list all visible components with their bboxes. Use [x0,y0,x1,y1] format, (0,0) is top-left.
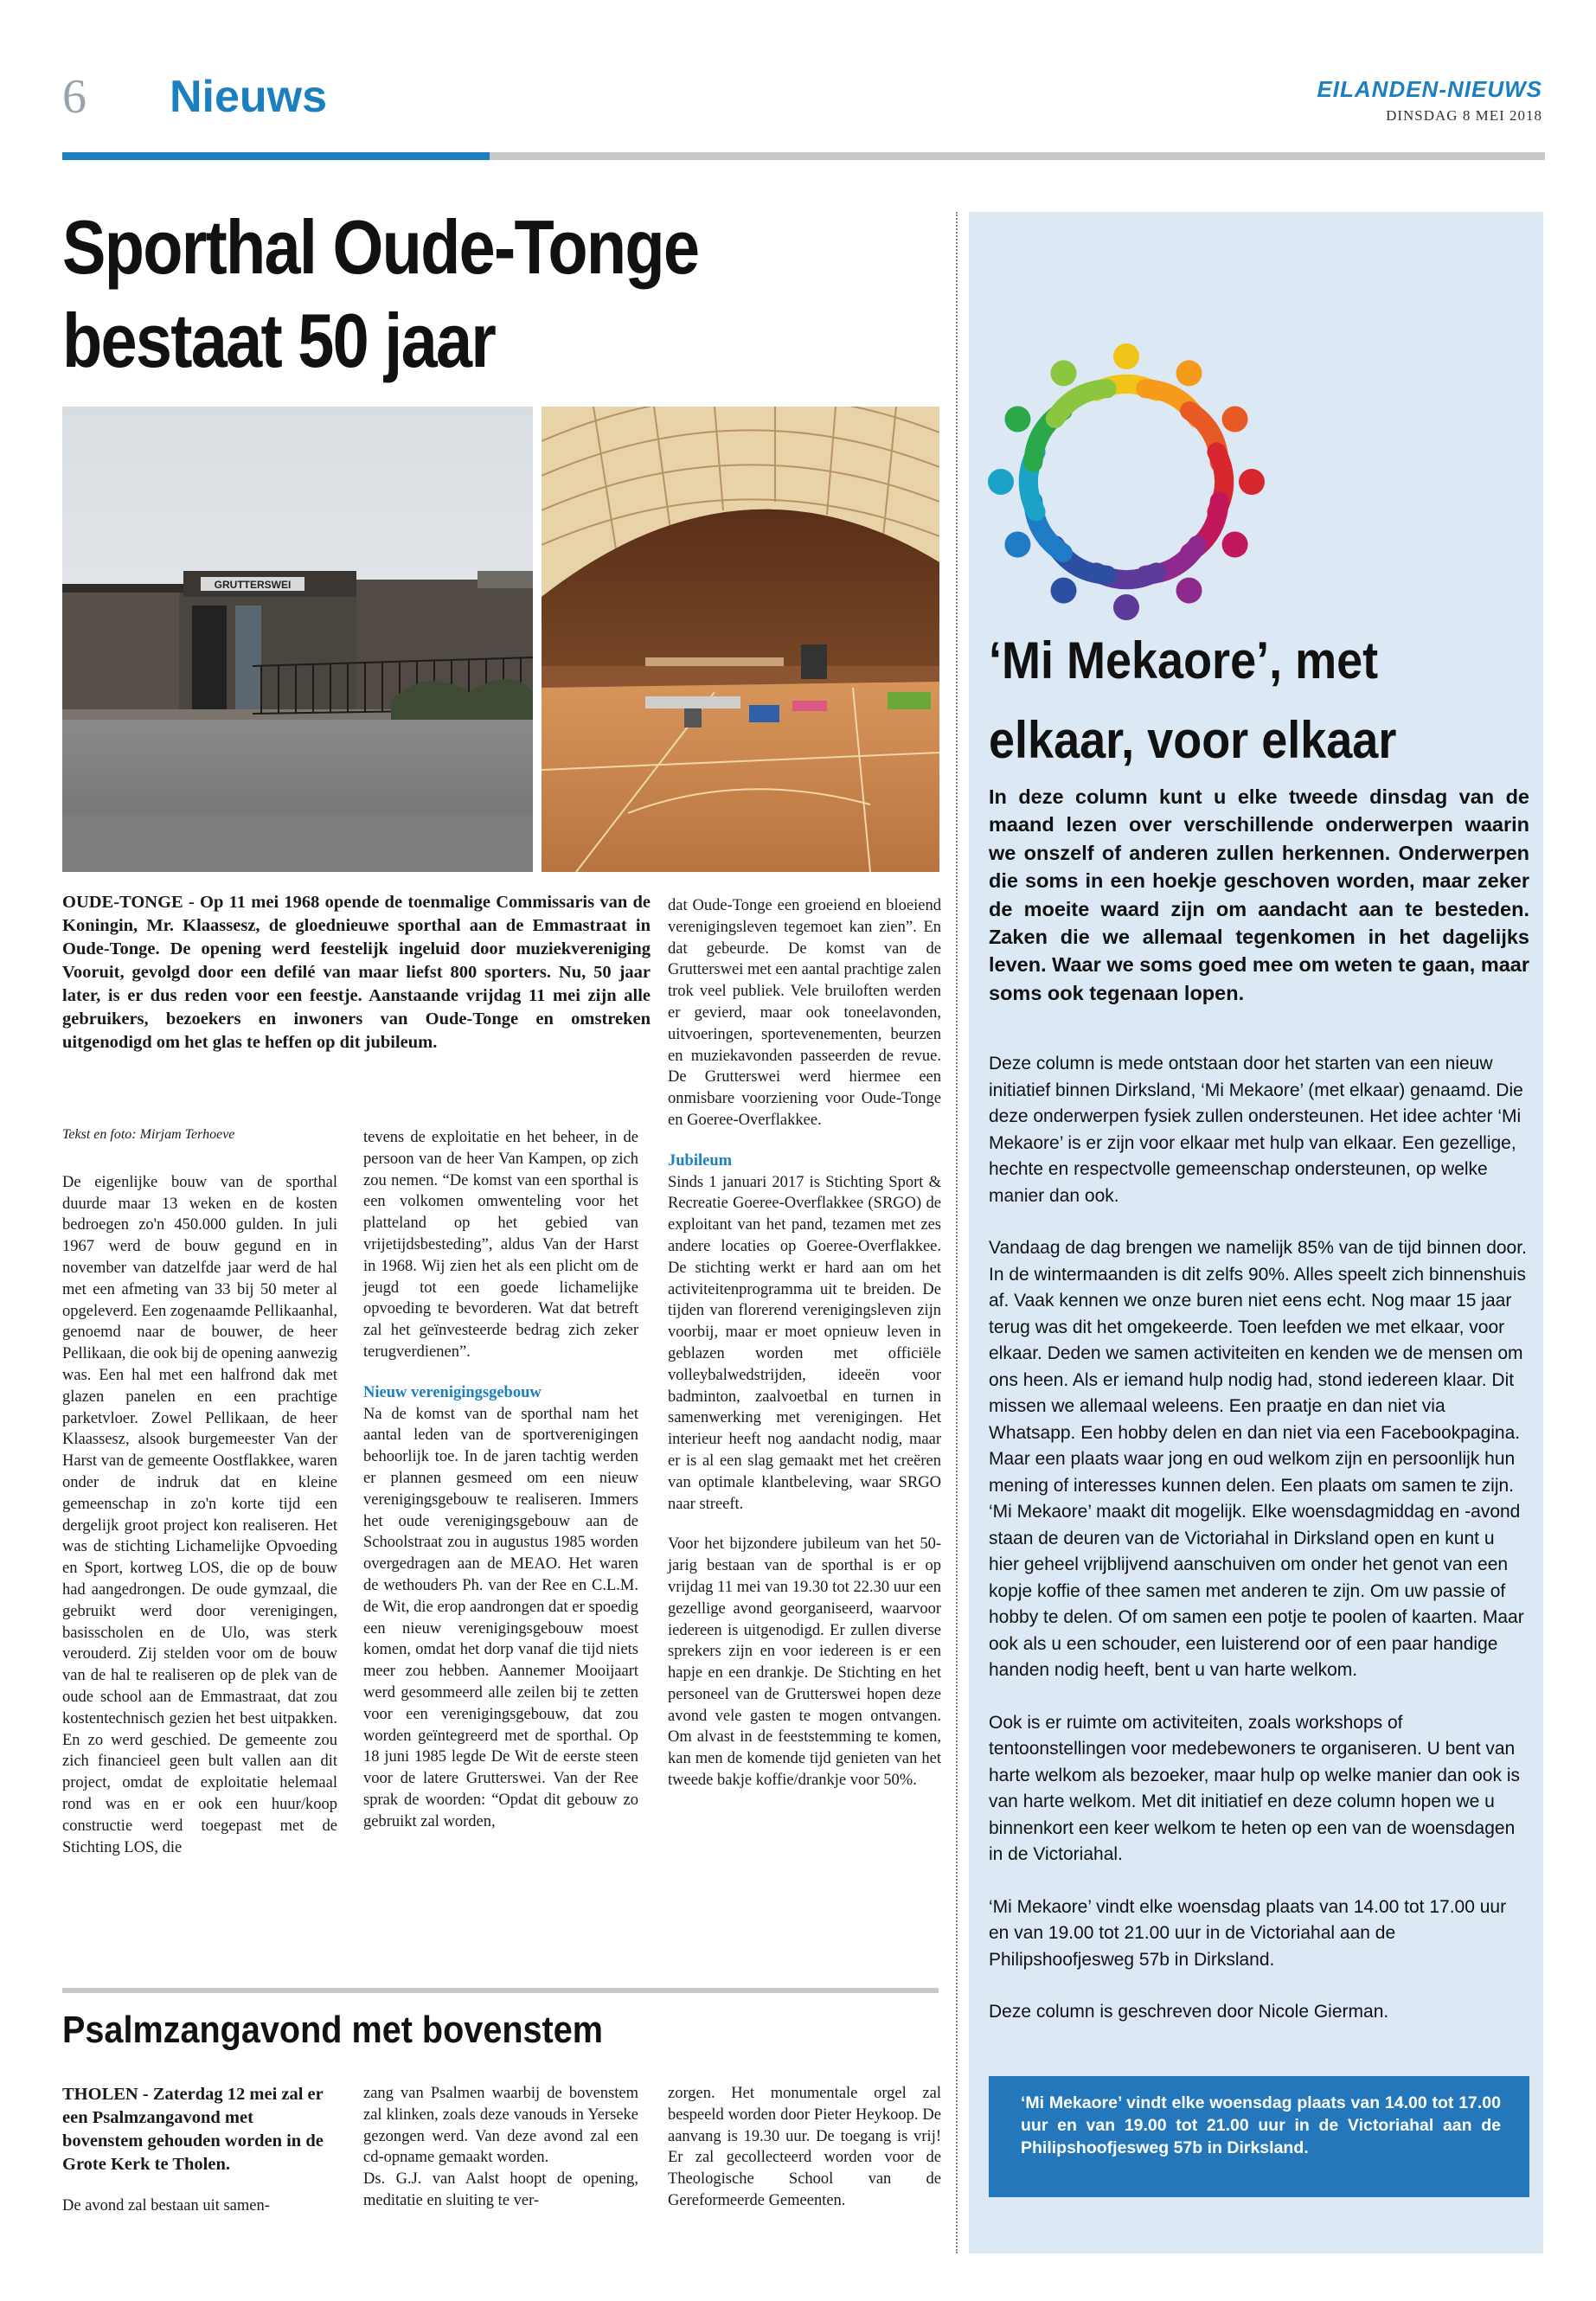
article-headline [62,201,821,388]
sidebar-paragraph-2: Vandaag de dag brengen we namelijk 85% van de tijd binnen door. In de wintermaanden is dit zelfs 90%. Alles speelt zich binnenshuis af. Vaak kennen we onze buren niet eens echt. Nog maar 15 jaar terug was dit het omgekeerde. Toen leefden we met elkaar, voor elkaar. Deden we samen activiteiten en kenden we de mensen om ons heen. Als er iemand hulp nodig had, stond iedereen klaar. Dit missen we allemaal weleens. Een praatje en dan niet via Whatsapp. Een hobby delen en dan niet via een Facebookpagina. Maar een plaats waar jong en oud welkom zijn en persoonlijk hun mening of interesses kunnen delen. Een plaats om samen te zijn. ‘Mi Mekaore’ maakt dit mogelijk. Elke woensdagmiddag en -avond staan de deuren van de Victoriahal in Dirksland open en kunt u hier geheel vrijblijvend aanschuiven om onder het genot van een kopje koffie of thee samen met anderen te zijn. Om uw passie of hobby te delen. Of om samen een potje te poolen of kaarten. Maar ook als u een schouder, een luisterend oor of een paar handige handen nodig heeft, bent u van harte welkom. [989,1238,1527,1680]
article-column-3 [668,895,941,1791]
sidebar-paragraph-1: Deze column is mede ontstaan door het starten van een nieuw initiatief binnen Dirksland, ‘Mi Mekaore’ (met elkaar) genaamd. Die deze onderwerpen fysiek zullen ondersteunen. Het idee achter ‘Mi Mekaore’ is er zijn voor elkaar met hulp van elkaar. Een gezellige, hechte en respectvolle gemeenschap ondersteunen, op welke manier dan ook. [989,1054,1523,1206]
section-title: Nieuws [170,72,328,122]
building-exterior-image [62,407,533,872]
article-2-col3-text: zorgen. Het monumentale orgel zal bespeeld worden door Pieter Heykoop. De aanvang is 19.30 uur. De toegang is vrij! Er zal gecollecteerd worden voor de Theologische School van de Gereformeerde Gemeenten. [668,2085,941,2209]
column-1-text: De eigenlijke bouw van de sporthal duurde maar 13 weken en de kosten bedroegen zo'n 450.000 gulden. In juli 1967 werd de bouw gegund en in november van datzelfde jaar werd de hal met een afmeting van 33 bij 50 meter al opgeleverd. Een zogenaamde Pellikaanhal, genoemd naar de bouwer, de heer Pellikaan, die ook bij de opening aanwezig was. Een hal met een halfrond dak met glazen panelen en een prachtige parketvloer. Zowel Pellikaan, de heer Klaassesz, alsook burgemeester Van der Harst van de gemeente Oostflakkee, waren onder de indruk dat en kleine gemeenschap in zo'n korte tijd een dergelijk groot project kon realiseren. Het was de stichting Lichamelijke Opvoeding en Sport, kortweg LOS, die op de bouw had aangedrongen. De oude gymzaal, die gebruikt werd door verenigingen, basisscholen en de Ulo, was sterk verouderd. Zij stelden voor om de bouw van de hal te realiseren op de plek van de oude school aan de Emmastraat, dat zou kostentechnisch gezien het best uitpakken. En zo werd geschied. De gemeente zou zich financieel geen bult vallen aan dit project, omdat de exploitatie helemaal rond was en er ook een huur/koop constructie werd toegepast met de Stichting LOS, die [62,1173,338,1856]
header-rule [490,152,1545,160]
article-2-col1-text: De avond zal bestaan uit samen- [62,2197,270,2214]
article-2-col2-text-2: Ds. G.J. van Aalst hoopt de opening, meditatie en sluiting te ver- [363,2170,638,2209]
sidebar-info-box-text: ‘Mi Mekaore’ vindt elke woensdag plaats van 14.00 tot 17.00 uur en van 19.00 tot 21.00 uur in de Victoriahal aan de Philipshoofjesweg 57b in Dirksland. [1021,2093,1501,2157]
column-2-text-2: Na de komst van de sporthal nam het aantal leden van de sportverenigingen behoorlijk toe. In de jaren tachtig werden er plannen gesmeed om een nieuw verenigingsgebouw te realiseren. Immers het oude verenigingsgebouw aan de Schoolstraat zou in augustus 1985 worden overgedragen aan de MEAO. Het waren de wethouders Ph. van der Ree en C.L.M. de Wit, die erop aandrongen dat er spoedig een nieuw verenigingsgebouw moest komen, omdat het dorp vanaf die tijd niets meer zou hebben. Aannemer Mooijaart werd gesommeerd alle zeilen bij te zetten voor een verenigingsgebouw, dat zou worden geïntegreerd met de sporthal. Op 18 juni 1985 legde De Wit de eerste steen voor de latere Grutterswei. Van der Ree sprak de woorden: “Opdat dit gebouw zo gebruikt zal worden, [363,1405,638,1830]
article-lead: OUDE-TONGE - Op 11 mei 1968 opende de toenmalige Commissaris van de Koningin, Mr. Klaassesz, de gloednieuwe sporthal aan de Emmastraat in Oude-Tonge. De opening werd feestelijk ingeluid door muziekvereniging Vooruit, gevolgd door een defilé van maar liefst 800 sporters. Nu, 50 jaar later, is er dus reden voor een feestje. Aanstaande vrijdag 11 mei zijn alle gebruikers, bezoekers en inwoners van Oude-Tonge en omstreken uitgenodigd om het glas te heffen op dit jubileum. [62,893,651,1052]
subheading-jubileum: Jubileum [668,1151,733,1170]
article-2-column-2 [363,2083,638,2212]
logo-person [1051,360,1107,418]
article-2-col2-text: zang van Psalmen waarbij de bovenstem zal klinken, zoals deze vanouds in Yerseke gezongen werd. Van deze avond zal een cd-opname gemaakt worden. [363,2085,638,2167]
gym-interior-photo [542,407,939,872]
article-column-2 [363,1127,638,1833]
people-circle-logo-icon [986,342,1267,623]
sidebar-title: ‘Mi Mekaore’, met elkaar, voor elkaar [989,631,1397,769]
sidebar-paragraph-5: Deze column is geschreven door Nicole Gierman. [989,2002,1389,2022]
article-2-headline: Psalmzangavond met bovenstem [62,2009,603,2051]
headline-line-2: bestaat 50 jaar [62,298,496,383]
sidebar-paragraph-4: ‘Mi Mekaore’ vindt elke woensdag plaats van 14.00 tot 17.00 uur en van 19.00 tot 21.00 uur in de Victoriahal aan de Philipshoofjesweg 57b in Dirksland. [989,1896,1507,1970]
headline-line-1: Sporthal Oude-Tonge [62,204,699,290]
issue-date: DINSDAG 8 MEI 2018 [1386,107,1542,124]
column-2-text: tevens de exploitatie en het beheer, in de persoon van de heer Van Kampen, op zich zou nemen. “De komst van een sporthal is een volkomen omwenteling voor het platteland op het gebied van vrijetijdsbesteding”, aldus Van der Harst in 1968. Wij zien het als een plicht om de jeugd tot een goede lichamelijke opvoeding te bevorderen. Wat dat betreft zal het geïnvesteerde bedrag zich zeker terugverdienen”. [363,1129,638,1361]
article-2-column-3 [668,2083,941,2212]
column-3-text-2: Sinds 1 januari 2017 is Stichting Sport & Recreatie Goeree-Overflakkee (SRGO) de exploitant van het pand, tezamen met zes andere locaties op Goeree-Overflakkee. De stichting werkt er hard aan om het activiteitenprogramma uit te breiden. De tijden van florerend verenigingsleven zijn voorbij, maar er moet opnieuw leven in geblazen worden met officiële volleybalwedstrijden, ideeën voor badminton, zaalvoetbal en turnen in samenwerking met verenigingen. Het interieur heeft nog aandacht nodig, maar er is al een slag gemaakt met het creëren van optimale klantbeleving, waar SRGO naar streeft. [668,1173,941,1513]
column-divider [956,212,958,2253]
column-3-text-3: Voor het bijzondere jubileum van het 50-jarig bestaan van de sporthal is er op vrijdag 11 mei van 19.30 tot 22.30 uur een gezellige avond georganiseerd, waarvoor iedereen is uitgenodigd. Er zullen diverse sprekers zijn en voor iedereen is er een hapje en een drankje. De Stichting en het personeel van de Grutterswei hopen deze avond vele gasten te mogen ontvangen. Om alvast in de feeststemming te komen, kan men de komende tijd genieten van het tweede bakje koffie/drankje voor 50%. [668,1535,941,1790]
subheading-nieuw-verenigingsgebouw: Nieuw verenigingsgebouw [363,1383,542,1401]
sidebar-body [989,1051,1529,2052]
newspaper-brand: EILANDEN-NIEUWS [1317,76,1542,102]
column-3-text: dat Oude-Tonge een groeiend en bloeiend verenigingsleven tegemoet kan zien”. En dat gebeurde. De komst van de Grutterswei met een aantal prachtige zalen trok veel publiek. Vele bruiloften werden er gevierd, maar ook toneelavonden, uitvoeringen, sportevenementen, beurzen en muziekavonden passeerden de revue. De Grutterswei werd hiermee een onmisbare voorziening voor Oude-Tonge en Goeree-Overflakkee. [668,897,941,1129]
gym-interior-image [542,407,939,872]
building-photo [62,407,533,872]
building-sign: GRUTTERSWEI [214,579,292,591]
article-separator [62,1988,939,1993]
byline: Tekst en foto: Mirjam Terhoeve [62,1127,235,1142]
sidebar-paragraph-3: Ook is er ruimte om activiteiten, zoals workshops of tentoonstellingen voor medebewoners te organiseren. U bent van harte welkom als bezoeker, maar hulp op welke manier dan ook is van harte welkom. Met dit initiatief en deze column hopen we u binnenkort een keer welkom te heten op een van de woensdagen in de Victoriahal. [989,1712,1520,1864]
article-column-1 [62,1125,337,1858]
header-rule-accent [62,152,490,160]
page-number: 6 [62,70,87,124]
article-2-column-1 [62,2083,337,2217]
sidebar-intro: In deze column kunt u elke tweede dinsdag van de maand lezen over verschillende onderwerpen waarin we onszelf of anderen zullen herkennen. Onderwerpen die soms in een hoekje geschoven worden, maar zeker de moeite waard zijn om aandacht aan te besteden. Zaken die we allemaal tegenkomen in het dagelijks leven. Waar we soms goed mee om weten te gaan, maar soms ook tegenaan lopen. [989,785,1529,1004]
logo-graphic [986,342,1267,623]
article-2-lead: THOLEN - Zaterdag 12 mei zal er een Psalmzangavond met bovenstem gehouden worden in de Grote Kerk te Tholen. [62,2085,324,2174]
